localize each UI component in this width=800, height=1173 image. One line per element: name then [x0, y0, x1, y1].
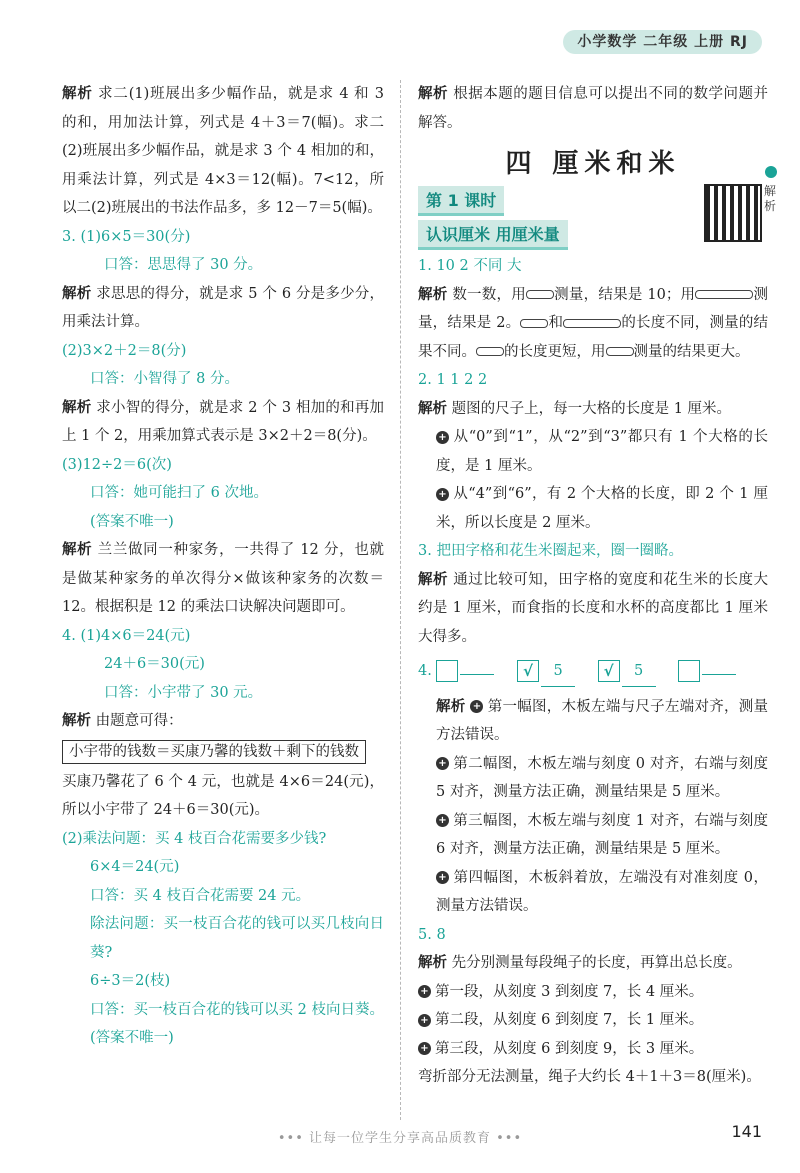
bullet-item: + 第四幅图，木板斜着放，左端没有对准刻度 0，测量方法错误。 [436, 869, 768, 914]
qr-label: 解析 [764, 184, 777, 213]
lesson-title: 认识厘米 用厘米量 [418, 218, 768, 252]
analysis-paragraph: 解析 数一数，用 测量，结果是 10；用 测量，结果是 2。 和 的长度不同，测量的结果不同。 的长度更短，用 测量的结果更大。 [418, 286, 769, 360]
blank [460, 674, 494, 675]
analysis-paragraph: 解析 兰兰做同一种家务，一共得了 12 分，也就是做某种家务的单次得分×做该种家务的次数＝12。根据积是 12 的乘法口诀解决问题即可。 [62, 542, 385, 615]
answer-line: 24＋6＝30(元) [104, 656, 205, 672]
plus-icon: + [436, 431, 449, 444]
answer-line: (答案不唯一) [90, 513, 174, 530]
answer-line: 口答：小宇带了 30 元。 [104, 684, 263, 701]
header-tag: 小学数学 二年级 上册 RJ [563, 30, 762, 54]
plus-icon: + [436, 814, 449, 827]
clip-icon [476, 347, 504, 356]
answer-line: (2)3×2＋2＝8(分) [62, 342, 187, 359]
analysis-paragraph: 解析 求小智的得分，就是求 2 个 3 相加的和再加上 1 个 2，用乘加算式表示是 3×2＋2＝8(分)。 [62, 399, 384, 444]
left-column [62, 80, 384, 1053]
bullet-item: + 第一段，从刻度 3 到刻度 7，长 4 厘米。 [418, 978, 768, 1007]
analysis-paragraph: 解析 题图的尺子上，每一大格的长度是 1 厘米。 [418, 400, 732, 417]
analysis-paragraph: 解析 求思思的得分，就是求 5 个 6 分是多少分，用乘法计算。 [62, 285, 384, 330]
checkbox-checked: √ [517, 660, 539, 682]
answer-line: 1. 10 2 不同 大 [418, 258, 522, 274]
column-divider [400, 80, 401, 1120]
answer-line: 口答：小智得了 8 分。 [90, 371, 239, 387]
bullet-item: + 第二幅图，木板左端与刻度 0 对齐，右端与刻度 5 对齐，测量方法正确，测量结果是 5 厘米。 [436, 755, 768, 800]
plus-icon: + [418, 985, 431, 998]
blank: 5 [541, 657, 575, 687]
plus-icon: + [436, 488, 449, 501]
answer-line: 口答：买 4 枝百合花需要 24 元。 [90, 887, 311, 904]
checkbox-checked: √ [598, 660, 620, 682]
lesson-badge: 第 1 课时 [418, 184, 768, 218]
answer-line: 口答：她可能扫了 6 次地。 [90, 485, 268, 501]
plus-icon: + [418, 1014, 431, 1027]
boxed-formula: 小宇带的钱数＝买康乃馨的钱数＋剩下的钱数 [62, 736, 384, 768]
answer-line: (答案不唯一) [90, 1030, 174, 1046]
clip-icon [606, 347, 634, 356]
bullet-item: + 第二段，从刻度 6 到刻度 7，长 1 厘米。 [418, 1006, 768, 1035]
answer-line: (2)乘法问题：买 4 枝百合花需要多少钱? [62, 830, 327, 847]
bullet-item: 解析 + 第一幅图，木板左端与尺子左端对齐，测量方法错误。 [436, 698, 769, 743]
analysis-paragraph: 解析 由题意可得： [62, 713, 183, 729]
plus-icon: + [436, 871, 449, 884]
right-column [418, 80, 777, 1092]
footer-slogan: ••• 让每一位学生分享高品质教育 ••• [277, 1131, 523, 1146]
blank [702, 674, 736, 675]
answer-line: 5. 8 [418, 926, 446, 943]
page-number: 141 [731, 1122, 762, 1141]
analysis-paragraph: 解析 先分别测量每段绳子的长度，再算出总长度。 [418, 955, 742, 971]
answer-choices: 4. √ 5 √ 5 [418, 657, 768, 687]
blank: 5 [622, 657, 656, 687]
bullet-item: + 第三段，从刻度 6 到刻度 9，长 3 厘米。 [418, 1035, 768, 1064]
play-icon [765, 166, 777, 178]
plus-icon: + [470, 700, 483, 713]
plus-icon: + [436, 757, 449, 770]
answer-line: 口答：买一枝百合花的钱可以买 2 枝向日葵。 [90, 1001, 384, 1018]
bullet-item: + 第三幅图，木板左端与刻度 1 对齐，右端与刻度 6 对齐，测量方法正确，测量结果是 5 厘米。 [436, 812, 768, 857]
answer-line: 除法问题：买一枝百合花的钱可以买几枝向日葵? [90, 916, 384, 961]
answer-line: 口答：思思得了 30 分。 [104, 257, 263, 273]
analysis-paragraph: 弯折部分无法测量，绳子大约长 4＋1＋3＝8(厘米)。 [418, 1069, 761, 1085]
checkbox-empty [436, 660, 458, 682]
answer-line: (3)12÷2＝6(次) [62, 456, 172, 473]
clip-icon [520, 319, 548, 328]
answer-line: 4. (1)4×6＝24(元) [62, 627, 191, 644]
chapter-title: 四 厘米和米 [505, 149, 681, 179]
clip-icon [526, 290, 554, 299]
checkbox-empty [678, 660, 700, 682]
answer-line: 2. 1 1 2 2 [418, 372, 488, 388]
answer-line: 6÷3＝2(枝) [90, 973, 171, 989]
qr-code-icon[interactable] [704, 184, 762, 242]
analysis-paragraph: 解析 求二(1)班展出多少幅作品，就是求 4 和 3 的和，用加法计算，列式是 4＋3＝7(幅)。求二(2)班展出多少幅作品，就是求 3 个 4 相加的和，用乘法计算，列式是 4×3＝12(幅)。7<12，所以二(2)班展出的书法作品多，多 12－7＝5(幅)。 [62, 86, 385, 216]
analysis-paragraph: 解析 根据本题的题目信息可以提出不同的数学问题并解答。 [418, 86, 769, 131]
analysis-paragraph: 买康乃馨花了 6 个 4 元，也就是 4×6＝24(元)，所以小宇带了 24＋6＝30(元)。 [62, 773, 384, 818]
bullet-item: + 从“4”到“6”，有 2 个大格的长度，即 2 个 1 厘米，所以长度是 2 厘米。 [436, 486, 768, 531]
bullet-item: + 从“0”到“1”，从“2”到“3”都只有 1 个大格的长度，是 1 厘米。 [436, 429, 768, 474]
pen-icon [563, 319, 621, 328]
plus-icon: + [418, 1042, 431, 1055]
answer-line: 3. 把田字格和花生米圈起来，圈一圈略。 [418, 543, 683, 559]
analysis-paragraph: 解析 通过比较可知，田字格的宽度和花生米的长度大约是 1 厘米，而食指的长度和水杯的高度都比 1 厘米大得多。 [418, 571, 769, 645]
pen-icon [695, 290, 753, 299]
answer-line: 3. (1)6×5＝30(分) [62, 228, 191, 245]
answer-line: 6×4＝24(元) [90, 859, 180, 875]
